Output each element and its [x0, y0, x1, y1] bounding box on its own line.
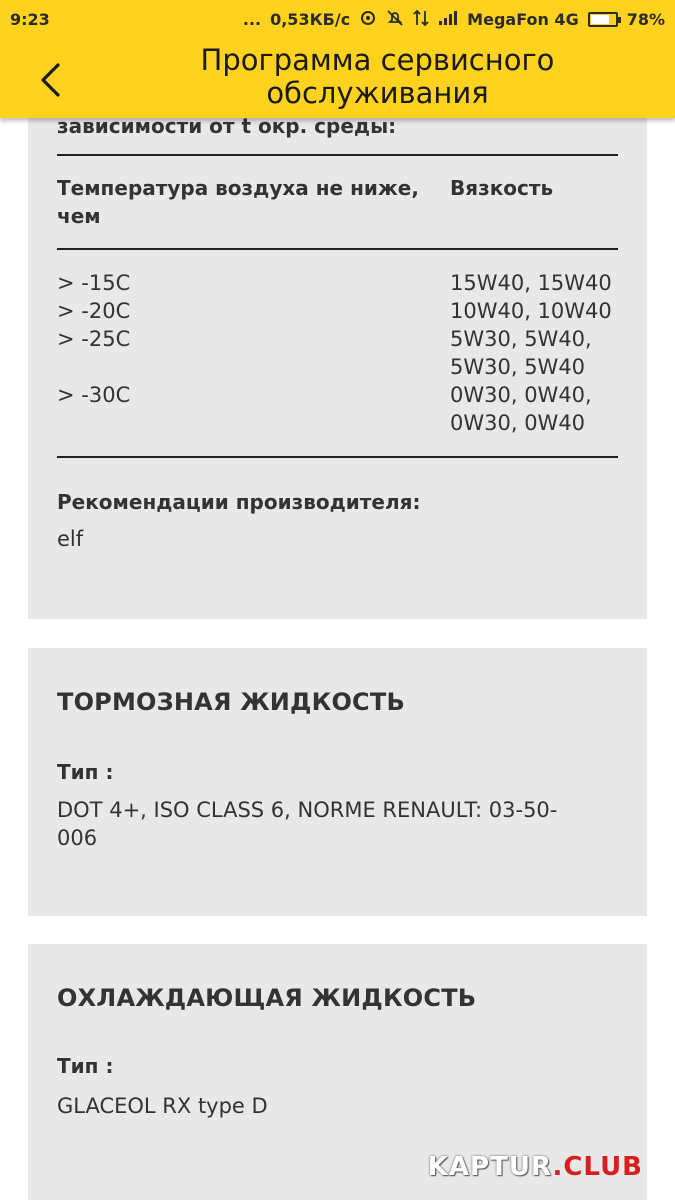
row-viscosity: 0W30, 0W40, 0W30, 0W40	[450, 383, 592, 435]
mute-bell-icon	[386, 9, 404, 30]
sync-icon	[359, 9, 377, 30]
network-speed: 0,53КБ/с	[270, 9, 351, 29]
signal-icon	[438, 10, 458, 29]
row-temp: > -30C	[57, 383, 131, 407]
recommendation-value: elf	[57, 527, 84, 551]
col-header-viscosity: Вязкость	[450, 176, 554, 200]
battery-fill	[591, 15, 610, 24]
coolant-title: ОХЛАЖДАЮЩАЯ ЖИДКОСТЬ	[57, 984, 477, 1012]
row-viscosity: 15W40, 15W40	[450, 271, 612, 295]
watermark-part2: .CLUB	[552, 1152, 643, 1182]
row-temp: > -20C	[57, 299, 131, 323]
battery-icon	[588, 12, 618, 27]
row-temp: > -15C	[57, 271, 131, 295]
brake-type-value: DOT 4+, ISO CLASS 6, NORME RENAULT: 03-50-006	[57, 798, 558, 850]
row-temp: > -25C	[57, 327, 131, 351]
status-bar	[0, 0, 675, 38]
coolant-type-label: Тип :	[57, 1054, 114, 1078]
status-time: 9:23	[10, 9, 50, 29]
chevron-left-icon	[39, 62, 61, 98]
row-viscosity: 5W30, 5W40, 5W30, 5W40	[450, 327, 592, 379]
coolant-type-value: GLACEOL RX type D	[57, 1094, 268, 1118]
carrier-name: MegaFon 4G	[467, 9, 579, 29]
table-top-rule	[57, 154, 618, 156]
data-arrows-icon	[413, 9, 429, 30]
status-right	[243, 9, 665, 30]
app-bar	[0, 38, 675, 118]
table-bottom-rule	[57, 456, 618, 458]
col-header-temperature: Температура воздуха не ниже, чем	[57, 176, 419, 228]
watermark-part1: KAPTUR	[427, 1152, 553, 1182]
back-button[interactable]	[30, 58, 70, 102]
page-title: Программа сервисного обслуживания	[200, 43, 555, 110]
oil-heading-partial: зависимости от t окр. среды:	[57, 118, 397, 138]
oil-card	[28, 118, 647, 619]
table-header-rule	[57, 248, 618, 250]
content-scroll[interactable]	[0, 118, 675, 1200]
row-viscosity: 10W40, 10W40	[450, 299, 612, 323]
notification-dots: ...	[242, 9, 262, 29]
brake-fluid-title: ТОРМОЗНАЯ ЖИДКОСТЬ	[57, 688, 405, 716]
brake-fluid-card	[28, 648, 647, 916]
battery-percent: 78%	[626, 9, 665, 29]
recommendation-label: Рекомендации производителя:	[57, 490, 421, 514]
watermark-logo	[428, 1152, 643, 1182]
brake-type-label: Тип :	[57, 760, 114, 784]
